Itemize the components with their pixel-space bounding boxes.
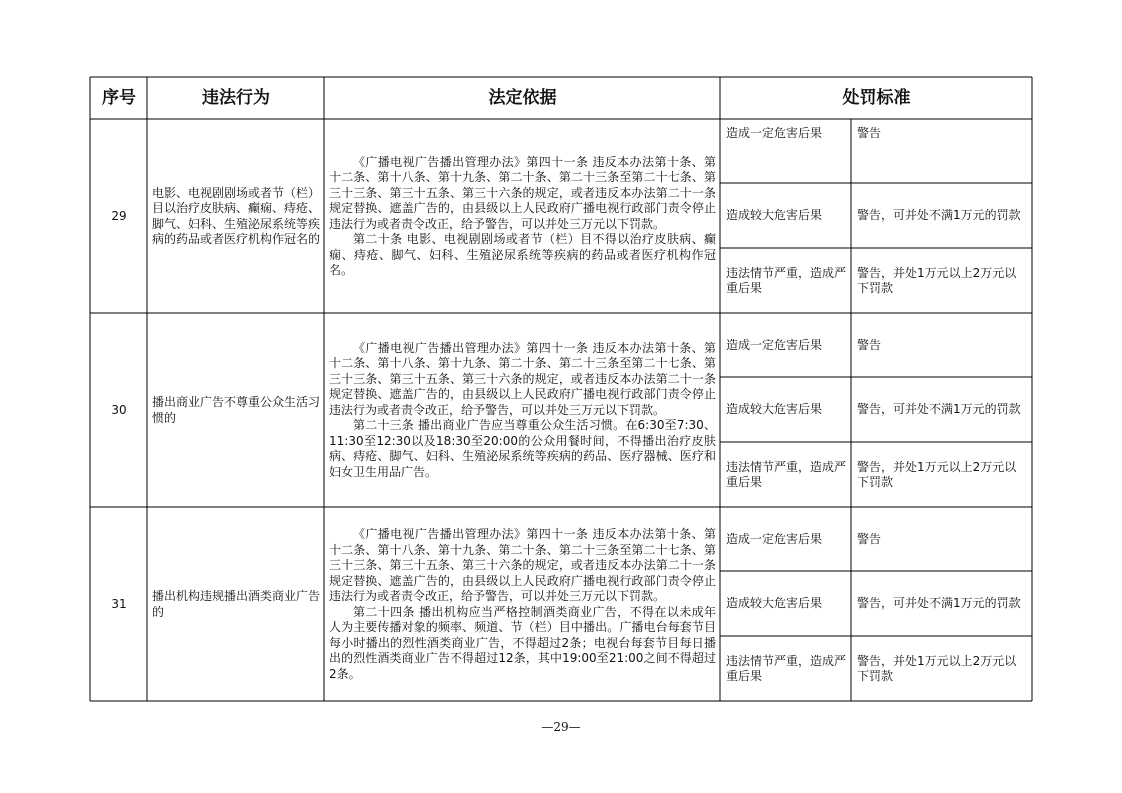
row-31-standard-3: 警告，并处1万元以上2万元以下罚款 — [857, 653, 1017, 683]
row-29-seq: 29 — [111, 208, 127, 223]
row-31-basis-para-1: 《广播电视广告播出管理办法》第四十一条 违反本办法第十条、第十二条、第十八条、第十九条、第二十条、第二十三条至第二十七条、第三十三条、第三十五条、第三十六条的规定，或者违反本办法第二十一条规定替换、遮盖广告的，由县级以上人民政府广播电视行政部门责令停止违法行为或者责令改正，给予警告，可以并处三万元以下罚款。 — [329, 527, 716, 603]
row-29-condition-2: 造成较大危害后果 — [726, 208, 823, 223]
row-30-standard-3: 警告，并处1万元以上2万元以下罚款 — [857, 459, 1017, 489]
row-31-seq: 31 — [111, 596, 127, 611]
row-30-condition-3: 违法情节严重，造成严重后果 — [726, 459, 847, 489]
row-31-condition-3: 违法情节严重，造成严重后果 — [726, 653, 847, 683]
header-penalty: 处罚标准 — [842, 87, 911, 108]
row-30-condition-1: 造成一定危害后果 — [726, 338, 823, 352]
row-30-basis-para-2: 第二十三条 播出商业广告应当尊重公众生活习惯。在6:30至7:30、11:30至12:30以及18:30至20:00的公众用餐时间，不得播出治疗皮肤病、痔疮、脚气、妇科、生殖泌尿系统等疾病的药品、医疗器械、医疗和妇女卫生用品广告。 — [329, 418, 716, 479]
row-31-behavior — [148, 508, 324, 701]
row-29-standard-3: 警告，并处1万元以上2万元以下罚款 — [857, 265, 1017, 295]
row-30-standard-1: 警告 — [857, 338, 882, 352]
row-30-behavior — [148, 314, 324, 507]
row-31-condition-1: 造成一定危害后果 — [726, 532, 823, 546]
row-31-standard-2: 警告，可并处不满1万元的罚款 — [857, 596, 1021, 611]
page-number: —29— — [541, 720, 581, 734]
row-30-basis — [325, 314, 720, 507]
row-31-standard-1: 警告 — [857, 532, 882, 546]
row-29-standard-2: 警告，可并处不满1万元的罚款 — [857, 208, 1021, 223]
row-31-behavior-text: 播出机构违规播出酒类商业广告的 — [152, 589, 321, 619]
row-31-basis-para-2: 第二十四条 播出机构应当严格控制酒类商业广告，不得在以未成年人为主要传播对象的频率、频道、节（栏）目中播出。广播电台每套节目每小时播出的烈性酒类商业广告，不得超过2条；电视台每套节目每日播出的烈性酒类商业广告不得超过12条，其中19:00至21:00之间不得超过2条。 — [329, 604, 716, 681]
header-seq: 序号 — [102, 87, 136, 108]
row-29-basis — [325, 120, 720, 313]
row-29-condition-1: 造成一定危害后果 — [726, 126, 823, 140]
header-behavior: 违法行为 — [202, 87, 270, 108]
row-30-standard-2: 警告，可并处不满1万元的罚款 — [857, 402, 1021, 417]
row-29-basis-para-2: 第二十条 电影、电视剧剧场或者节（栏）目不得以治疗皮肤病、癫痫、痔疮、脚气、妇科、生殖泌尿系统等疾病的药品或者医疗机构作冠名。 — [329, 232, 716, 277]
row-29-condition-3: 违法情节严重，造成严重后果 — [726, 265, 847, 295]
row-30-behavior-text: 播出商业广告不尊重公众生活习惯的 — [152, 395, 321, 425]
row-29-behavior — [148, 120, 324, 313]
header-basis: 法定依据 — [488, 87, 557, 108]
row-29-standard-1: 警告 — [857, 126, 882, 140]
row-31-condition-2: 造成较大危害后果 — [726, 596, 823, 611]
row-29-behavior-text: 电影、电视剧剧场或者节（栏）目以治疗皮肤病、癫痫、痔疮、脚气、妇科、生殖泌尿系统等疾病的药品或者医疗机构作冠名的 — [152, 185, 321, 246]
row-30-basis-para-1: 《广播电视广告播出管理办法》第四十一条 违反本办法第十条、第十二条、第十八条、第十九条、第二十条、第二十三条至第二十七条、第三十三条、第三十五条、第三十六条的规定，或者违反本办法第二十一条规定替换、遮盖广告的，由县级以上人民政府广播电视行政部门责令停止违法行为或者责令改正，给予警告，可以并处三万元以下罚款。 — [329, 340, 716, 417]
row-30-seq: 30 — [111, 402, 127, 417]
row-30-condition-2: 造成较大危害后果 — [726, 402, 823, 417]
row-29-basis-para-1: 《广播电视广告播出管理办法》第四十一条 违反本办法第十条、第十二条、第十八条、第十九条、第二十条、第二十三条至第二十七条、第三十三条、第三十五条、第三十六条的规定，或者违反本办法第二十一条规定替换、遮盖广告的，由县级以上人民政府广播电视行政部门责令停止违法行为或者责令改正，给予警告，可以并处三万元以下罚款。 — [329, 154, 716, 231]
row-31-basis — [325, 508, 720, 701]
